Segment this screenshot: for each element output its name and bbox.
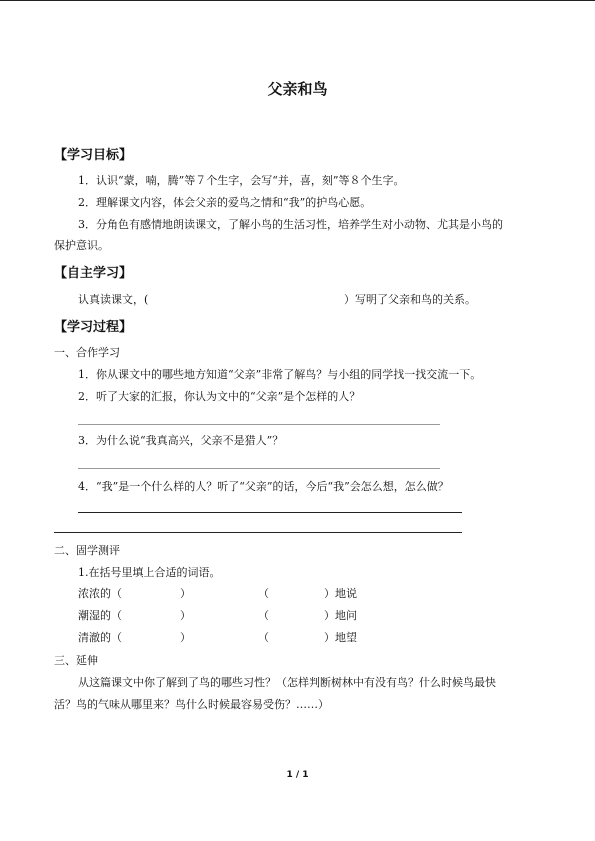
self-study-line-end: ）写明了父亲和鸟的关系。 — [344, 293, 476, 306]
fill-row-2-close: ） — [180, 609, 191, 622]
fill-row-2-open: （ — [258, 609, 269, 622]
goal-item-3-cont: 保护意识。 — [54, 239, 109, 252]
fill-row-1-open: （ — [258, 587, 269, 600]
part2-instruction: 1.在括号里填上合适的词语。 — [78, 566, 221, 579]
fill-row-3-right: ）地望 — [324, 631, 357, 644]
goal-item-2: 2．理解课文内容，体会父亲的爱鸟之情和“我”的护鸟心愿。 — [78, 196, 372, 209]
goal-item-3: 3．分角色有感情地朗读课文，了解小鸟的生活习性，培养学生对小动物、尤其是小鸟的 — [78, 218, 503, 231]
process-heading: 【学习过程】 — [54, 320, 133, 335]
fill-row-2-left: 潮湿的（ — [78, 609, 122, 622]
answer-line-2 — [78, 424, 440, 425]
page-title: 父亲和鸟 — [267, 80, 328, 98]
question-2: 2．听了大家的汇报，你认为文中的“父亲”是个怎样的人？ — [78, 390, 361, 403]
fill-row-1-close: ） — [180, 587, 191, 600]
page-number: 1 / 1 — [286, 770, 309, 780]
fill-row-2-right: ）地问 — [324, 609, 357, 622]
extension-line-1: 从这篇课文中你了解到了鸟的哪些习性？（怎样判断树林中有没有鸟？什么时候鸟最快 — [78, 676, 496, 689]
part2-label: 二、固学测评 — [54, 544, 120, 557]
fill-row-3-left: 清澈的（ — [78, 631, 122, 644]
goal-item-1: 1．认识“蒙，喃，腾”等７个生字，会写“并，喜，刻”等８个生字。 — [78, 174, 405, 187]
answer-line-4b — [54, 532, 462, 533]
fill-row-3-close: ） — [180, 631, 191, 644]
question-1: 1．你从课文中的哪些地方知道“父亲”非常了解鸟？与小组的同学找一找交流一下。 — [78, 368, 482, 381]
answer-line-3 — [78, 468, 440, 469]
self-study-heading: 【自主学习】 — [54, 266, 133, 281]
part3-label: 三、延伸 — [54, 654, 98, 667]
page-top-border — [0, 0, 595, 1]
question-3: 3．为什么说“我真高兴，父亲不是猎人”？ — [78, 434, 284, 447]
question-4: 4．“我”是一个什么样的人？听了“父亲”的话，今后“我”会怎么想，怎么做？ — [78, 480, 449, 493]
fill-row-3-open: （ — [258, 631, 269, 644]
goals-heading: 【学习目标】 — [54, 148, 133, 163]
part1-label: 一、合作学习 — [54, 346, 120, 359]
answer-line-4a — [78, 512, 462, 513]
self-study-line-start: 认真读课文，( — [78, 293, 149, 306]
fill-row-1-left: 浓浓的（ — [78, 587, 122, 600]
extension-line-2: 活？鸟的气味从哪里来？鸟什么时候最容易受伤？……） — [54, 698, 329, 711]
fill-row-1-right: ）地说 — [324, 587, 357, 600]
